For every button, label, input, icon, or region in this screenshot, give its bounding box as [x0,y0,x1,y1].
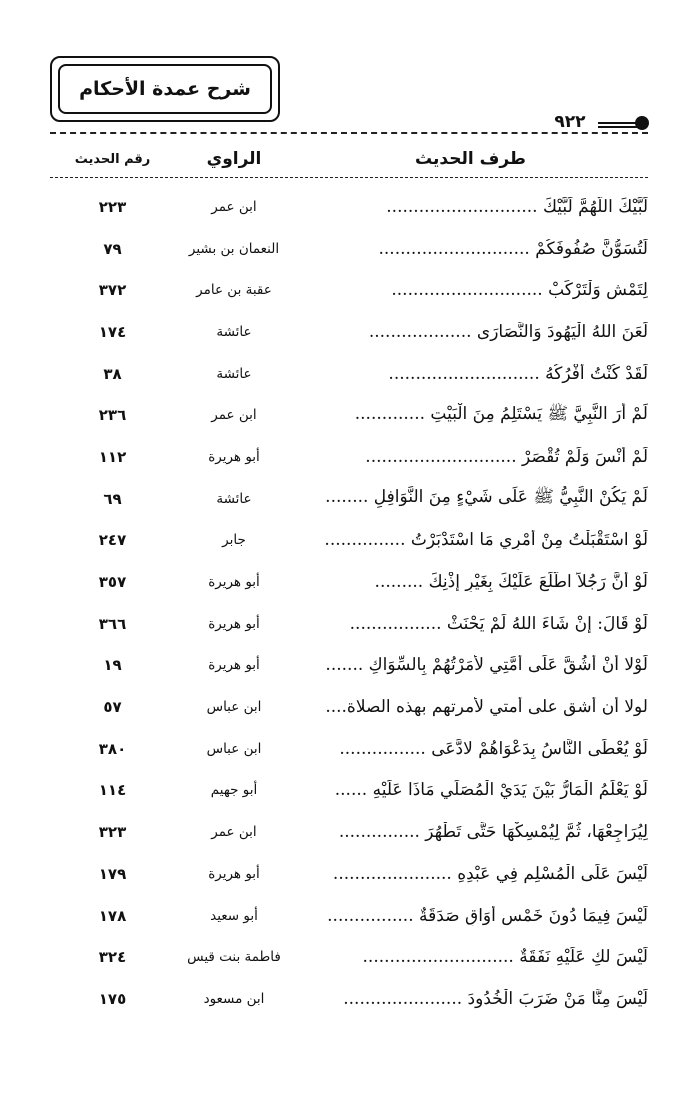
rawi-name: ابن عباس [206,740,262,757]
table-row [50,436,648,478]
rawi-name: أبو هريرة [208,865,260,882]
table-row [50,228,648,270]
hadith-text: لَوْ يُعْطَى النَّاسُ بِدَعْوَاهُمْ لادَّعَى ................ [339,738,648,759]
hadith-text: لَعَنَ اللهُ الْيَهُودَ وَالنَّصَارَى ................... [368,321,648,342]
hadith-text: لَيْسَ مِنَّا مَنْ ضَرَبَ الْخُدُودَ ...................... [343,988,648,1009]
hadith-number: ٢٣٦ [98,406,127,425]
hadith-text: لَمْ أَرَ النَّبِيَّ ﷺ يَسْتَلِمُ مِنَ الْبَيْتِ ............. [354,403,648,424]
rawi-name: أبو هريرة [208,615,260,632]
rawi-name: فاطمة بنت قيس [187,949,281,966]
hadith-number: ٢٤٧ [98,531,127,550]
table-row [50,686,648,728]
hadith-text: لَيْسَ عَلَى الْمُسْلِمِ فِي عَبْدِهِ ...................... [332,863,648,884]
hadith-number: ٣٥٧ [98,573,127,592]
hadith-number: ١١٢ [98,447,127,466]
table-row [50,186,648,228]
hadith-text: لَيْسَ فِيمَا دُونَ خَمْسِ أَوَاقٍ صَدَقَةٌ ................ [327,905,648,926]
hadith-number: ١٧٥ [98,989,127,1008]
page-number: ٩٢٢ [554,112,586,132]
table-row [50,936,648,978]
header-hadith: طرف الحديث [415,149,526,169]
hadith-text: لَمْ أَنْسَ وَلَمْ تُقْصَرْ ............................ [365,446,648,467]
rawi-name: أبو جهيم [210,782,258,799]
rawi-name: ابن مسعود [203,990,265,1007]
table-row [50,353,648,395]
hadith-number: ١٧٨ [98,906,127,925]
header-rawi: الراوي [206,149,262,169]
hadith-number: ٣٢٣ [98,823,127,842]
rawi-name: أبو هريرة [208,657,260,674]
hadith-text: لَمْ يَكُنْ النَّبِيُّ ﷺ عَلَى شَيْءٍ مِنَ النَّوَافِلِ ........ [325,487,648,508]
hadith-number: ٣٧٢ [98,281,127,300]
table-row [50,645,648,687]
rawi-name: أبو هريرة [208,574,260,591]
hadith-text: لِيُرَاجِعْهَا، ثُمَّ لِيُمْسِكْهَا حَتَّى تَطْهُرَ ............... [338,822,648,843]
hadith-text: لِتَمْشِ وَلْتَرْكَبْ ............................ [391,280,648,301]
hadith-number: ١٩ [103,656,122,675]
table-row [50,853,648,895]
hadith-text: لَيْسَ لكِ عَلَيْهِ نَفَقَةٌ ............................ [362,947,648,968]
header-divider [50,177,648,178]
hadith-text: لَوْ أَنَّ رَجُلاً اطَّلَعَ عَلَيْكَ بِغَيْرِ إِذْنِكَ ......... [374,572,648,593]
hadith-number: ١٧٤ [98,322,127,341]
hadith-text: لَقَدْ كُنْتُ أَفْرُكُهُ ............................ [388,363,648,384]
table-row [50,978,648,1020]
table-row [50,811,648,853]
hadith-number: ٣٦٦ [98,614,127,633]
header-number: رقم الحديث [74,151,151,167]
book-title: شرح عمدة الأحكام [58,64,272,114]
page-number-dot-icon [635,116,649,130]
hadith-number: ٢٢٣ [98,197,127,216]
rawi-name: النعمان بن بشير [188,240,280,257]
page-number-rule-lower [598,126,640,128]
hadith-text: لَوْلا أَنْ أَشُقَّ عَلَى أُمَّتِي لأَمَرْتُهُمْ بِالسِّوَاكِ ....... [325,655,648,676]
rawi-name: أبو هريرة [208,448,260,465]
rawi-name: عقبة بن عامر [196,282,272,299]
book-title-box [50,56,280,122]
rawi-name: أبو سعيد [210,907,258,924]
rawi-name: عائشة [216,323,252,340]
hadith-number: ١١٤ [98,781,127,800]
hadith-number: ٥٧ [103,698,122,717]
table-row [50,269,648,311]
hadith-text: لَوْ اسْتَقْبَلْتُ مِنْ أَمْرِي مَا اسْتَدْبَرْتُ ............... [324,530,648,551]
rawi-name: ابن عمر [211,407,257,424]
hadith-number: ٧٩ [103,239,122,258]
table-row [50,394,648,436]
table-header [50,144,648,174]
table-row [50,561,648,603]
rawi-name: عائشة [216,365,252,382]
hadith-number: ٣٨ [103,364,122,383]
rawi-name: جابر [222,532,246,549]
table-row [50,728,648,770]
top-divider [50,132,648,134]
hadith-text: لَتُسَوُّنَّ صُفُوفَكُمْ ............................ [378,238,648,259]
hadith-text: لَوْ قَالَ: إِنْ شَاءَ اللهُ لَمْ يَحْنَثْ ................. [349,613,648,634]
table-row [50,603,648,645]
rawi-name: عائشة [216,490,252,507]
table-row [50,770,648,812]
hadith-text: لولا أن أشق على أمتي لأمرتهم بهذه الصلاة.... [325,697,648,718]
hadith-number: ١٧٩ [98,864,127,883]
hadith-number: ٣٢٤ [98,948,127,967]
hadith-text: لَبَّيْكَ اللَّهُمَّ لَبَّيْكَ ............................ [386,196,648,217]
table-row [50,520,648,562]
hadith-number: ٣٨٠ [98,739,127,758]
hadith-text: لَوْ يَعْلَمُ الْمَارُّ بَيْنَ يَدَيْ الْمُصَلِّي مَاذَا عَلَيْهِ ...... [334,780,648,801]
hadith-table [50,186,648,1020]
rawi-name: ابن عمر [211,824,257,841]
table-row [50,311,648,353]
rawi-name: ابن عباس [206,699,262,716]
table-row [50,478,648,520]
hadith-number: ٦٩ [103,489,122,508]
table-row [50,895,648,937]
page-number-rule [598,122,640,124]
rawi-name: ابن عمر [211,198,257,215]
